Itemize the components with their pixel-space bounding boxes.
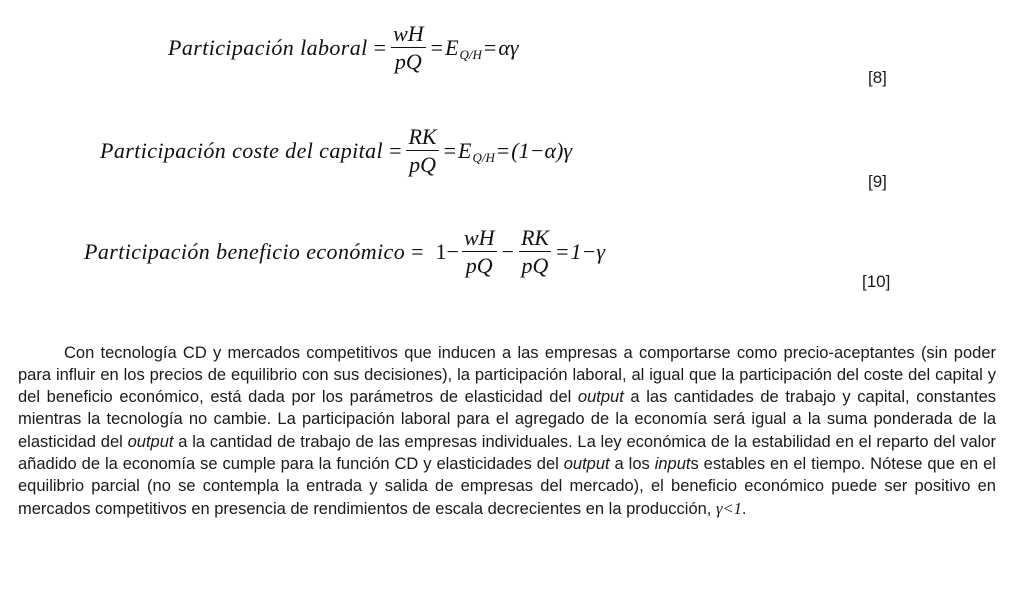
equals-sign: = [483, 34, 497, 60]
equals-sign: = [556, 238, 569, 264]
gamma-inequality: γ<1 [715, 498, 742, 518]
fraction-numerator: wH [462, 226, 497, 252]
paragraph-text: . [741, 499, 747, 518]
paragraph-italic: input [654, 454, 691, 473]
fraction-numerator: RK [519, 226, 551, 252]
elasticity-subscript: Q/H [459, 46, 482, 62]
equation-rhs: 1−γ [570, 238, 605, 264]
equals-sign: = [411, 238, 424, 264]
equation-8 [168, 22, 519, 73]
elasticity-subscript: Q/H [472, 149, 495, 165]
paragraph-text: s estables en el tiempo. Nótese que en el equilibrio parcial (no se contempla la entrada y salida de empresas del mercado), el beneficio económico puede ser positivo en mercados competitivos en presencia de rendimientos de escala decrecientes en la producción, [18, 454, 996, 518]
fraction-denominator: pQ [409, 152, 436, 178]
minus-sign: − [501, 238, 514, 264]
equals-sign: = [373, 34, 387, 60]
paragraph-text: a las cantidades de trabajo y capital, constantes mientras la tecnología no cambie. La participación laboral para el agregado de la economía será igual a la suma ponderada de la elasticidad del [18, 388, 996, 451]
equation-label: Participación laboral [168, 34, 368, 60]
equation-10 [84, 226, 605, 277]
paragraph-text: Con tecnología CD y mercados competitivos que inducen a las empresas a comportarse como precio-aceptantes (sin poder para influir en los precios de equilibrio con sus decisiones), la participación laboral, al igual que la participación del coste del capital y del beneficio económico, está dada por los parámetros de elasticidad del [18, 343, 996, 407]
fraction [519, 226, 551, 277]
elasticity-symbol: E [458, 137, 472, 163]
equals-sign: = [443, 137, 457, 163]
fraction [406, 125, 438, 176]
equals-sign: = [430, 34, 444, 60]
equals-sign: = [496, 137, 510, 163]
elasticity-symbol: E [445, 34, 459, 60]
paragraph-text: a los [609, 454, 655, 473]
fraction-denominator: pQ [465, 253, 493, 279]
fraction [391, 22, 426, 73]
equation-label: Participación beneficio económico [84, 238, 406, 264]
equation-number: [10] [862, 272, 891, 291]
equals-sign: = [389, 137, 402, 163]
paragraph-italic: output [127, 432, 174, 451]
paragraph-italic: output [577, 388, 624, 407]
equation-rhs: αγ [498, 34, 519, 60]
fraction-numerator: RK [406, 125, 438, 151]
equation-9 [100, 125, 572, 176]
fraction-denominator: pQ [521, 253, 549, 279]
fraction [462, 226, 497, 277]
equation-number: [9] [868, 172, 887, 191]
paragraph-text: a la cantidad de trabajo de las empresas individuales. La ley económica de la estabilidad en el reparto del valor añadido de la economía se cumple para la función CD y elasticidades del [18, 432, 996, 473]
paragraph-italic: output [563, 454, 610, 473]
equation-number: [8] [868, 68, 887, 87]
fraction-numerator: wH [391, 22, 426, 48]
equation-label: Participación coste del capital [100, 137, 384, 163]
equation-one-minus: 1− [435, 238, 459, 264]
body-paragraph [18, 342, 996, 520]
fraction-denominator: pQ [394, 49, 422, 75]
equation-rhs: (1−α)γ [511, 137, 573, 163]
